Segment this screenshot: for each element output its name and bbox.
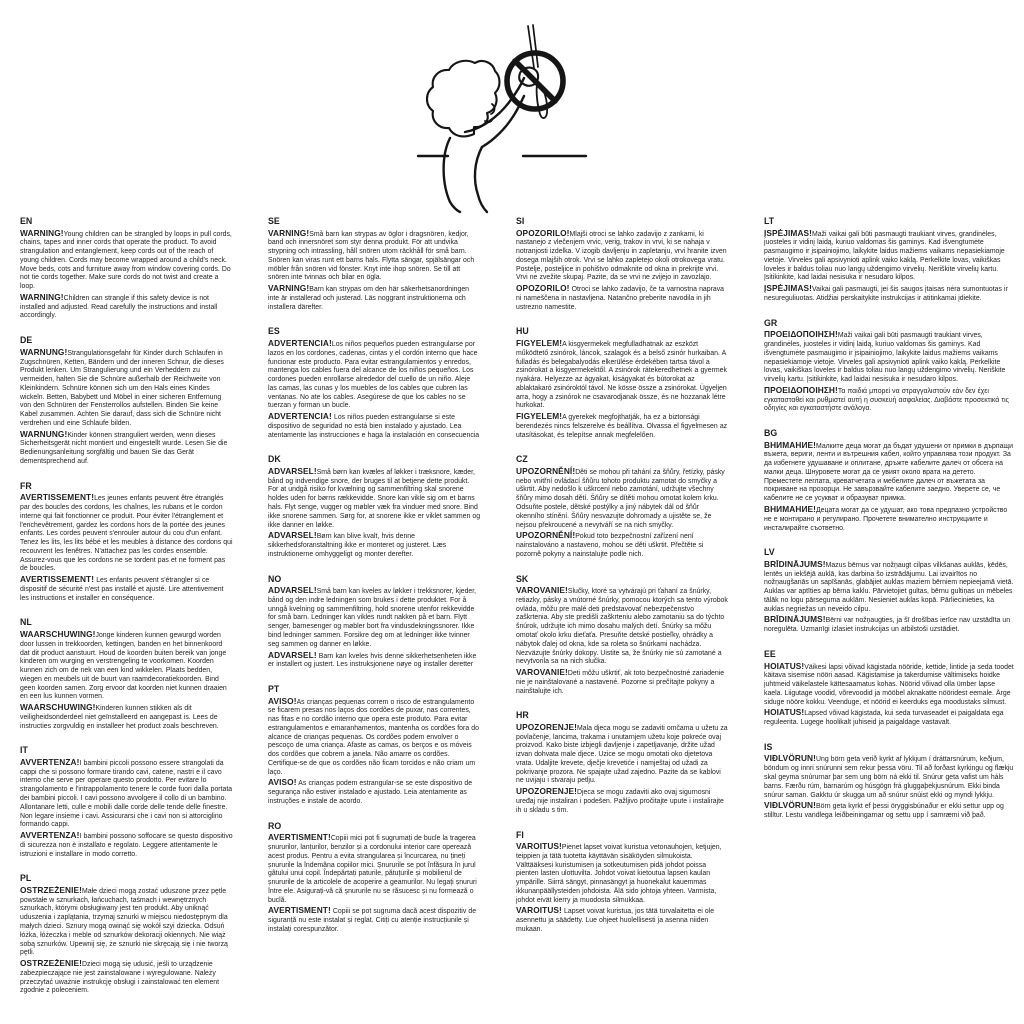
- warning-paragraph: VARNING!Barn kan strypas om den här säkerhetsanordningen inte är installerad och justerad. Läs noggrant instruktionerna och installera därefter.: [268, 283, 469, 311]
- warning-label: WAARSCHUWING!: [20, 628, 96, 639]
- language-code-it: IT: [20, 745, 28, 756]
- warning-paragraph: OPOZORILO!Mlajši otroci se lahko zadavijo z zankami, ki nastanejo z vlečenjem vrvic, verig, trakov in vrvi, ki se nahaja v notranjosti izdelka. V izogib davljenju in zapletanju, vrvi hranite izven dosega mlajših otrok. Vrvi se lahko zapletejo okoli otrokovega vratu. Postelje, posteljice in pohištvo odmaknite od okna in prekrijte vrvi. Vrvi ne zvežite skupaj. Pazite, da se vrvi ne zvijejo in zavozlajo.: [516, 227, 727, 282]
- warning-paragraph: ВНИМАНИЕ!Децата могат да се удушат, ако това предпазно устройство не е монтирано и регулирано. Прочетете внимателно инструкциите и инсталирайте съответно.: [764, 504, 1008, 532]
- warning-column-2: [268, 216, 481, 949]
- warning-section-ro: [268, 821, 481, 935]
- warning-paragraph: AVERTISSEMENT! Les enfants peuvent s'étrangler si ce dispositif de sécurité n'est pas installé et ajusté. Lire attentivement les instructions et installer en conséquence.: [20, 574, 224, 602]
- warning-label: AVISO!: [268, 777, 297, 788]
- warning-paragraph: VAROITUS!Pienet lapset voivat kuristua vetonauhojen, ketjujen, teippien ja tätä tuotetta käyttävän sisäköyden silmukoista. Välttääksesi kuristumisen ja sotkeutumisen pidä johdot poissa pienten lasten ulottuvilta. Johdot voivat kietoutua lapsen kaulan ympärille. Siirrä sängyt, pinnasängyt ja huonekalut kauemmas ikkunanpäällysteiden johdoista. Älä sido johtoja yhteen. Varmista, johdot eivät kierry ja muodosta silmukkaa.: [516, 841, 722, 904]
- warning-section-dk: [268, 454, 481, 559]
- warning-paragraph: UPOZORNĚNÍ!Děti se mohou při tahání za šňůry, řetízky, pásky nebo vnitřní ovládací šňůru tohoto produktu zamotat do smyčky a uškrtit. Aby nedošlo k uškrcení nebo zamotání, udržujte všechny šňůry mimo dosah dětí. Šňůry se dítěti mohou omotat kolem krku. Odsuňte postele, dětské postýlky a jiný nábytek dál od šňůr okenního stínění. Šňůry nesvazujte dohromady a ujistěte se, že nejsou překroucené a nevytváří se na nich smyčky.: [516, 465, 725, 529]
- warning-paragraph: ADVARSEL!Små barn kan kveles av løkker i trekksnorer, kjeder, bånd og den indre ledningen som brukes i dette produktet. For å unngå kvelning og sammenfiltring, hold snorene utenfor rekkevidde for små barn. Ledninger kan vikles rundt nakken på et barn. Flytt senger, barnesenger og møbler bort fra vindusdekningssnorer. Ikke bind ledninger sammen. Forsikre deg om at ledninger ikke tvinner seg sammen og danner en løkke.: [268, 585, 477, 648]
- warning-section-en: [20, 216, 233, 321]
- warning-paragraph: ADVARSEL! Barn kan kveles hvis denne sikkerhetsenheten ikke er installert og justert. Les instruksjonene nøye og installer deretter: [268, 649, 477, 669]
- warning-label: UPOZORENJE!: [516, 721, 578, 732]
- warning-paragraph: AVERTISSEMENT!Les jeunes enfants peuvent être étranglés par des boucles des cordons, les chaînes, les rubans et le cordon interne qui fait fonctionner ce produit. Pour éviter l'étranglement et l'enchevêtrement, gardez les cordons hors de la portée des jeunes enfants. Les cordes peuvent s'enrouler autour du cou d'un enfant. Tenez les lits, les lits bébé et les meubles à distance des cordons qui recouvrent les fenêtres. N'attachez pas les cordes ensemble. Assurez-vous que les cordons ne se tordent pas et ne forment pas de boucles.: [20, 492, 233, 573]
- language-code-is: IS: [764, 741, 773, 752]
- warning-section-it: [20, 745, 233, 859]
- warning-paragraph: WAARSCHUWING!Jonge kinderen kunnen gewurgd worden door lussen in trekkoorden, kettingen, banden en het binnenkoord dat dit product aanstuurt. Houd de koorden buiten bereik van jonge kinderen om wurging en verstrengeling te voorkomen. Koorden kunnen zich om de nek van een kind wikkelen. Plaats bedden, wiegen en meubels uit de buurt van raamdecoratiekoorden. Bind geen koorden samen. Zorg ervoor dat koorden niet kunnen draaien en een lus kunnen vormen.: [20, 628, 227, 701]
- warning-section-es: [268, 326, 481, 440]
- warning-label: VARNING!: [268, 283, 310, 294]
- warning-label: OPOZORILO!: [516, 283, 570, 294]
- warning-paragraph: ĮSPĖJIMAS!Vaikai gali pasmaugti, jei šis saugos įtaisas nėra sumontuotas ir nesureguliuotas. Atidžiai perskaitykite instrukcijas ir atitinkamai įdiekite.: [764, 283, 1008, 302]
- safety-illustration: [360, 16, 670, 214]
- warning-label: FIGYELEM!: [516, 337, 563, 348]
- language-code-se: SE: [268, 216, 280, 226]
- warning-section-se: [268, 216, 481, 312]
- warning-section-pl: [20, 873, 233, 996]
- warning-paragraph: UPOZORNĚNÍ!Pokud toto bezpečnostní zařízení není nainstalováno a nastaveno, mohou se děti uškrtit. Přečtěte si pozorně pokyny a nainstalujte podle nich.: [516, 530, 704, 558]
- warning-section-de: [20, 335, 233, 467]
- warning-section-fr: [20, 481, 233, 604]
- language-code-es: ES: [268, 326, 280, 337]
- language-code-hr: HR: [516, 710, 529, 721]
- child-grabbing-cord-prohibition-icon: [360, 16, 670, 214]
- warning-paragraph: WARNING!Young children can be strangled by loops in pull cords, chains, tapes and inner cords that operate the product. To avoid strangulation and entanglement, keep cords out of the reach of young children. Cords may become wrapped around a child's neck. Move beds, cots and furniture away from window covering cords. Do not tie cords together. Make sure cords do not twist and create a loop.: [20, 227, 232, 291]
- warning-section-gr: [764, 318, 1014, 414]
- language-code-lt: LT: [764, 216, 775, 226]
- warning-label: ADVARSEL!: [268, 649, 317, 660]
- warning-label: ĮSPĖJIMAS!: [764, 227, 813, 238]
- warning-paragraph: OPOZORILO! Otroci se lahko zadavijo, če ta varnostna naprava ni nameščena in nastavljena. Natančno preberite navodila in jih ustrezno namestite.: [516, 283, 724, 311]
- warning-paragraph: VAROVANIE!Slučky, ktoré sa vytvárajú pri ťahaní za šnúrky, retiazky, pásky a vnútorné šnúrky, pomocou ktorých sa tento výrobok ovláda, môžu pre malé deti predstavovať nebezpečenstvo zaškrtenia. Aby ste predišli zaškrteniu alebo zamotaniu sa do týchto šnúrok, udržujte ich mimo dosahu malých detí. Šnúrky sa môžu omotať okolo krku dieťaťa. Presuňte detské postieľky, ohrádky a nábytok ďalej od okna, kde sa roleta so šnúrkami nachádza. Nezväzujte šnúrky dokopy. Uistite sa, že šnúrky nie sú zamotané a nevytvorila sa na nich slučka.: [516, 585, 728, 666]
- warning-label: BRĪDINĀJUMS!: [764, 614, 826, 625]
- warning-paragraph: ADVARSEL!Børn kan blive kvalt, hvis denne sikkerhedsforanstaltning ikke er monteret og justeret. Læs instruktionerne omhyggeligt og monter derefter.: [268, 530, 447, 558]
- warning-label: BRĪDINĀJUMS!: [764, 558, 826, 569]
- warning-columns: [20, 216, 1014, 1010]
- language-code-pl: PL: [20, 873, 32, 884]
- warning-label: VAROVANIE!: [516, 667, 568, 678]
- language-code-bg: BG: [764, 428, 778, 439]
- warning-section-no: [268, 574, 481, 670]
- warning-label: AVERTISMENT!: [268, 832, 331, 843]
- warning-label: WAARSCHUWING!: [20, 702, 96, 713]
- warning-section-lt: [764, 216, 1014, 304]
- warning-label: OSTRZEŻENIE!: [20, 884, 83, 895]
- warning-label: AVVERTENZA!: [20, 756, 80, 767]
- warning-label: ADVERTENCIA!: [268, 337, 332, 348]
- warning-section-hr: [516, 710, 729, 815]
- warning-label: VAROITUS!: [516, 841, 562, 852]
- warning-section-hu: [516, 326, 729, 440]
- warning-label: AVISO!: [268, 695, 297, 706]
- language-code-nl: NL: [20, 617, 32, 628]
- warning-paragraph: WARNUNG!Strangulationsgefahr für Kinder durch Schlaufen in Zugschnüren, Ketten, Bändern und der inneren Schnur, die dieses Produkt lenken. Um Strangulierung und ein Verheddern zu vermeiden, halten Sie die Schnüre außerhalb der Reichweite von Kleinkindern. Schnüre können sich um den Hals eines Kindes wickeln. Betten, Babybett und Möbel in einer sicheren Entfernung von den Schnüren der Fensterrollos aufstellen. Binden Sie keine Kabel zusammen. Achten Sie darauf, dass sich die Schnüre nicht verdrehen und eine Schlaufe bilden.: [20, 346, 224, 427]
- warning-label: ĮSPĖJIMAS!: [764, 283, 813, 294]
- warning-paragraph: AVVERTENZA!I bambini piccoli possono essere strangolati da cappi che si possono formare tirando cavi, catene, nastri e il cavo interno che serve per operare questo prodotto. Per evitare lo strangolamento e l'intrappolamento tenere le corde fuori dalla portata dei bambini piccoli. I cavi possono avvolgere il collo di un bambino. Allontanare letti, culle e mobili dalle corde delle tende delle finestre. Non legare insieme i cavi. Assicurarsi che i cavi non si attorciglino formando cappi.: [20, 756, 233, 829]
- warning-section-nl: [20, 617, 233, 731]
- warning-paragraph: ΠΡΟΕΙΔΟΠΟΙΗΣΗ!Τα παιδιά μπορεί να στραγγαλιστούν εάν δεν έχει εγκατασταθεί και ρυθμιστεί αυτή η συσκευή ασφαλείας. Διαβάστε προσεκτικά τις οδηγίες και εγκαταστήστε ανάλογα.: [764, 384, 1009, 413]
- warning-paragraph: WARNING!Children can strangle if this safety device is not installed and adjusted. Read carefully the instructions and install accordingly.: [20, 291, 218, 320]
- warning-paragraph: VAROVANIE!Deti môžu uškrtiť, ak toto bezpečnostné zariadenie nie je nainštalované a nastavené. Pozorne si prečítajte pokyny a nainštalujte ich.: [516, 667, 725, 695]
- warning-label: AVVERTENZA!: [20, 830, 80, 841]
- warning-label: VIÐLVÖRUN!: [764, 800, 817, 811]
- warning-column-3: [516, 216, 729, 949]
- warning-section-sk: [516, 574, 729, 697]
- warning-paragraph: ВНИМАНИЕ!Малките деца могат да бъдат удушени от примки в дърпащи въжета, вериги, ленти и вътрешния кабел, който управлява този продукт. За да избегнете удушаване и оплитане, дръжте кабелите далеч от обсега на малки деца. Шнуровете могат да се увият около врата на детето. Преместете леглата, креватчетата и мебелите далеч от въжетата за покриване на прозорци. Не завързвайте кабелите заедно. Уверете се, че кабелите не се усукват и образуват примка.: [764, 439, 1013, 503]
- warning-section-fi: [516, 830, 729, 935]
- language-code-en: EN: [20, 216, 33, 226]
- warning-label: HOIATUS!: [764, 660, 805, 671]
- warning-label: FIGYELEM!: [516, 411, 563, 422]
- language-code-sk: SK: [516, 573, 529, 584]
- warning-paragraph: ΠΡΟΕΙΔΟΠΟΙΗΣΗ!Maži vaikai gali būti pasmaugti traukiant virves, grandinėles, juosteles ir vidinį laidą, kuriuo valdomas šis gaminys. Kad išvengtumėte pasmaugimo ir įsipainiojimo, laikykite laidus mažiems vaikams nepasiekiamoje vietoje. Virvelės gali apsivynioti aplink vaiko kaklą. Perkelkite lovas, vaikiškas loveles ir baldus toliau nuo langų uždengimo virvelių. Neriškite virvelių kartu. Įsitikinkite, kad laidai nesisuka ir nesudaro kilpos.: [764, 329, 1006, 384]
- warning-label: AVERTISSEMENT!: [20, 574, 95, 585]
- warning-section-si: [516, 216, 729, 312]
- warning-paragraph: VIÐLVÖRUN!Ung börn geta verið kyrkt af lykkjum í dráttarsnúrum, keðjum, böndum og innri snúrunni sem rekur þessa vöru. Til að forðast kyrkingu og flækju skal geyma snúrurnar þar sem ung börn ná ekki til. Snúrur geta vafist um háls barns. Færðu rúm, barnarúm og húsgögn frá gluggaþekjusnúrum. Ekki binda snúrur saman. Gakktu úr skugga um að snúrur snúist ekki og myndi lykkju.: [764, 753, 1014, 799]
- warning-label: WARNING!: [20, 227, 64, 238]
- warning-label: ADVERTENCIA!: [268, 411, 332, 422]
- warning-section-cz: [516, 454, 729, 559]
- warning-column-4: [764, 216, 1014, 835]
- language-code-dk: DK: [268, 454, 281, 465]
- language-code-gr: GR: [764, 317, 778, 328]
- warning-paragraph: WAARSCHUWING!Kinderen kunnen stikken als dit veiligheidsonderdeel niet geïnstalleerd en aangepast is. Lees de instructies zorgvuldig en installeer het product zoals beschreven.: [20, 702, 219, 730]
- warning-section-ee: [764, 649, 1014, 728]
- warning-paragraph: AVISO! As crianças podem estrangular-se se este dispositivo de segurança não estiver instalado e ajustado. Leia atentamente as instruções e instale de acordo.: [268, 777, 473, 806]
- language-code-ro: RO: [268, 820, 282, 831]
- warning-paragraph: BRĪDINĀJUMS!Mazus bērnus var nožņaugt cilpas vilkšanas auklās, ķēdēs, lentēs un iekšējā auklā, kas darbina šo izstrādājumu. Lai izvairītos no nožņaugšanās un sapīšanās, glabājiet auklas maziem bērniem nepieejamā vietā. Auklas var aptīties ap bērna kaklu. Pārvietojiet gultas, bērnu gultiņas un mēbeles tālāk no logu pārseguma auklām. Nesieniet auklas kopā. Pārliecinieties, ka auklas negriežas un neveido cilpu.: [764, 558, 1014, 613]
- warning-paragraph: HOIATUS!Lapsed võivad kägistada, kui seda turvaseadet ei paigaldata ega reguleerita. Lugege hoolikalt juhiseid ja paigaldage vastavalt.: [764, 707, 1004, 727]
- warning-paragraph: WARNUNG!Kinder können stranguliert werden, wenn dieses Sicherheitsgerät nicht montiert und eingestellt wurde. Lesen Sie die Bedienungsanleitung sorgfältig und bauen Sie das Gerät dementsprechend auf.: [20, 428, 228, 465]
- language-code-pt: PT: [268, 684, 280, 695]
- language-code-ee: EE: [764, 648, 776, 659]
- warning-label: OPOZORILO!: [516, 227, 570, 238]
- warning-paragraph: VIÐLVÖRUN!Börn geta kyrkt ef þessi öryggisbúnaður er ekki settur upp og stilltur. Lestu vandlega leiðbeiningarnar og settu upp í samræmi við það.: [764, 800, 1004, 820]
- warning-paragraph: OSTRZEŻENIE!Małe dzieci mogą zostać uduszone przez pętle powstałe w sznurkach, łańcuchach, taśmach i wewnętrznych sznurkach, którymi obsługiwany jest ten produkt. Aby uniknąć uduszenia i zaplątania, trzymaj sznurki w miejscu niedostępnym dla małych dzieci. Sznury mogą owinąć się wokół szyi dziecka. Odsuń łóżka, łóżeczka i meble od sznurków dekoracji okiennych. Nie wiąż sobą sznurków. Upewnij się, że sznurki nie skręcają się i nie tworzą pętli.: [20, 884, 228, 957]
- warning-paragraph: ADVERTENCIA!Los niños pequeños pueden estrangularse por lazos en los cordones, cadenas, cintas y el cordón interno que hace funcionar este producto. Para evitar estrangulamientos y enredos, mantenga los cables fuera del alcance de los niños pequeños. Los cordones pueden enrollarse alrededor del cuello de un niño. Aleje las camas, las cunas y los muebles de los cables que cubren las ventanas. No ate los cables. Asegúrese de que los cables no se tuerzan y forman un bucle.: [268, 337, 478, 410]
- warning-paragraph: FIGYELEM!A kisgyermekek megfulladhatnak az eszközt működtető zsinórok, láncok, szalagok és a belső zsinór hurkaiban. A fulladás és belegabalyodás elkerülése érdekében tartsa távol a zsinórokat a kisgyermekektől. A zsinórok rátekeredhetnek a gyermek nyakára. Helyezze az ágyakat, kiságyakat és bútorokat az ablaktakaró zsinóroktól távol. Ne kösse össze a zsinórokat. Ügyeljen arra, hogy a zsinórok ne csavarodjanak össze, és ne hozzanak létre hurkokat.: [516, 337, 727, 410]
- warning-paragraph: BRĪDINĀJUMS!Bērni var nožņaugties, ja šī drošības ierīce nav uzstādīta un noregulēta. Uzmanīgi izlasiet instrukcijas un atbilstoši uzstādiet.: [764, 614, 1011, 634]
- language-code-fr: FR: [20, 480, 32, 491]
- warning-column-1: [20, 216, 233, 1010]
- warning-label: UPOZORNĚNÍ!: [516, 465, 576, 476]
- warning-label: UPOZORENJE!: [516, 786, 578, 797]
- warning-label: UPOZORNĚNÍ!: [516, 530, 576, 541]
- warning-label: VARNING!: [268, 227, 310, 238]
- warning-paragraph: FIGYELEM!A gyerekek megfojthatják, ha ez a biztonsági berendezés nincs felszerelve és beállítva. Olvassa el figyelmesen az utasításokat, és telepítse annak megfelelően.: [516, 411, 728, 439]
- warning-paragraph: ADVARSEL!Små børn kan kvæles af løkker i træksnore, kæder, bånd og indvendige snore, der bruges til at betjene dette produkt. For at undgå risiko for kvælning og sammenfiltring skal snorene holdes uden for børns rækkevidde. Snore kan vikle sig om et barns hals. Flyt senge, vugger og møbler væk fra vinduer med snore. Bind ikke snorene sammen. Sørg for, at snorene ikke er viklet sammen og ikke danner en løkke.: [268, 465, 481, 529]
- language-code-hu: HU: [516, 326, 529, 337]
- language-code-lv: LV: [764, 547, 775, 558]
- warning-paragraph: AVISO!As crianças pequenas correm o risco de estrangulamento se ficarem presas nos laços dos cordões de puxar, nas correntes, nas fitas e no cordão interno que opera este produto. Para evitar estrangulamentos e emaranhamentos, mantenha os cordões fora do alcance de crianças pequenas. Os cordões podem envolver o pescoço de uma criança. Afaste as camas, os berços e os móveis dos cordões que cobrem a janela. Não amarre os cordões. Certifique-se de que os cordões não ficam torcidos e não criam um laço.: [268, 695, 479, 776]
- warning-label: VAROVANIE!: [516, 585, 568, 596]
- warning-paragraph: VAROITUS! Lapset voivat kuristua, jos tätä turvalaitetta ei ole asennettu ja säädetty. Lue ohjeet huolellisesti ja asenna niiden mukaan.: [516, 905, 715, 933]
- warning-paragraph: UPOZORENJE!Djeca se mogu zadaviti ako ovaj sigurnosni uređaj nije instaliran i podešen. Pažljivo pročitajte upute i instalirajte ih u skladu s tim.: [516, 786, 724, 814]
- language-code-no: NO: [268, 573, 282, 584]
- language-code-si: SI: [516, 216, 525, 226]
- warning-label: WARNING!: [20, 291, 64, 302]
- warning-label: ΠΡΟΕΙΔΟΠΟΙΗΣΗ!: [764, 329, 838, 340]
- warning-label: VAROITUS!: [516, 905, 562, 916]
- language-code-cz: CZ: [516, 454, 528, 465]
- warning-paragraph: ADVERTENCIA! Los niños pueden estrangularse si este dispositivo de seguridad no está bien instalado y ajustado. Lea atentamente las instrucciones e haga la instalación en consecuencia: [268, 411, 480, 439]
- warning-label: ADVARSEL!: [268, 530, 317, 541]
- warning-label: ВНИМАНИЕ!: [764, 439, 817, 450]
- warning-label: OSTRZEŻENIE!: [20, 958, 83, 969]
- warning-label: VIÐLVÖRUN!: [764, 753, 817, 764]
- warning-section-bg: [764, 428, 1014, 533]
- warning-label: HOIATUS!: [764, 707, 805, 718]
- warning-label: AVERTISMENT!: [268, 905, 331, 916]
- prohibition-circle: [507, 53, 563, 109]
- language-code-fi: FI: [516, 829, 524, 840]
- warning-label: ADVARSEL!: [268, 465, 317, 476]
- warning-label: WARNUNG!: [20, 428, 68, 439]
- warning-paragraph: AVERTISMENT!Copiii mici pot fi sugrumați de bucle la tragerea șnururilor, lanțurilor, benzilor și a cordonului interior care operează acest produs. Pentru a evita strangularea și încurcarea, nu țineți șnururile la îndemâna copiilor mici. Șnururile se pot înfășura în jurul gâtului unui copil. Îndepărtați paturile, pătuțurile și mobilierul de șnururile de la articolele de acoperire a geamurilor. Nu legați șnururi între ele. Asigurați-vă că șnururile nu se răsucesc și nu formează o buclă.: [268, 832, 477, 904]
- warning-paragraph: AVERTISMENT! Copiii se pot sugruma dacă acest dispozitiv de siguranță nu este instalat și reglat. Citiți cu atenție instrucțiunile și instalați corespunzător.: [268, 905, 477, 933]
- warning-paragraph: AVVERTENZA!I bambini possono soffocare se questo dispositivo di sicurezza non è installato e regolato. Leggere attentamente le istruzioni e installare in modo corretto.: [20, 830, 233, 858]
- warning-label: ADVARSEL!: [268, 585, 317, 596]
- warning-label: ВНИМАНИЕ!: [764, 504, 817, 515]
- child-figure: [427, 61, 538, 212]
- warning-paragraph: OSTRZEŻENIE!Dzieci mogą się udusić, jeśli to urządzenie zabezpieczające nie jest zainstalowane i wyregulowane. Należy przeczytać uważnie instrukcję obsługi i zainstalować ten element zgodnie z poleceniem.: [20, 958, 220, 995]
- warning-paragraph: VARNING!Små barn kan strypas av öglor i dragsnören, kedjor, band och innersnöret som styr denna produkt. För att undvika strypning och intrassling, håll snören utom räckhåll för små barn. Snören kan viras runt ett barns hals. Flytta sängar, spjälsängar och möbler från snören vid fönster. Knyt inte ihop snören. Se till att snören inte tvinnas och bilar en ögla.: [268, 227, 475, 282]
- pull-cord: [528, 25, 538, 68]
- warning-label: AVERTISSEMENT!: [20, 492, 95, 503]
- warning-label: ΠΡΟΕΙΔΟΠΟΙΗΣΗ!: [764, 384, 838, 395]
- warning-section-pt: [268, 684, 481, 807]
- language-code-de: DE: [20, 335, 33, 346]
- warning-paragraph: HOIATUS!Väikesi lapsi võivad kägistada nööride, kettide, lintide ja seda toodet käitava sisemise nööri aasad. Kägistamise ja takerdumise vältimiseks hoidke juhtmeid väikelastele kättesaamatus kohas. Nöörid võivad olla ümber lapse kaela. Liigutage voodid, võrevoodid ja mööbel aknakatte nööridest eemale. Ärge siduge nööre kokku. Veenduge, et nöörid ei keerduks ega moodustaks silmust.: [764, 660, 1014, 706]
- warning-section-lv: [764, 547, 1014, 635]
- warning-paragraph: ĮSPĖJIMAS!Maži vaikai gali būti pasmaugti traukiant virves, grandinėles, juosteles ir vidinį laidą, kuriuo valdomas šis gaminys. Kad išvengtumėte pasmaugimo ir įsipainiojimo, laikykite laidus mažiems vaikams nepasiekiamoje vietoje. Virvelės gali apsivynioti aplink vaiko kaklą. Perkelkite lovas, vaikiškas loveles ir baldus toliau nuo langų uždengimo virvelių. Neriškite virvelių kartu. Įsitikinkite, kad laidai nesisuka ir nesudaro kilpos.: [764, 227, 1005, 282]
- warning-label: WARNUNG!: [20, 346, 68, 357]
- warning-paragraph: UPOZORENJE!Mala djeca mogu se zadaviti omčama u užetu za povlačenje, lancima, trakama i unutarnjem užetu koje pokreće ovaj proizvod. Kako biste izbjegli davljenje i zapetljavanje, držite užad izvan dohvata male djece. Uzice se mogu omotati oko djetetova vrata. Udaljite krevete, dječje krevetiće i namještaj od užadi za pokrivanje prozora. Ne spajajte užad zajedno. Pazite da se kablovi ne uvijaju i stvaraju petlju.: [516, 721, 728, 785]
- warning-section-is: [764, 742, 1014, 821]
